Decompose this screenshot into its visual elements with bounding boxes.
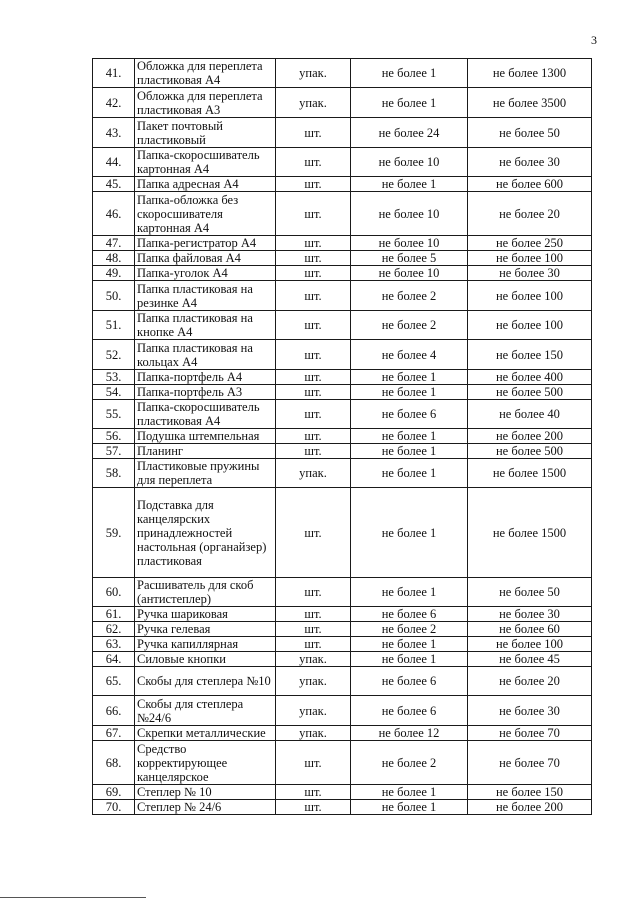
item-unit: шт. bbox=[276, 251, 351, 266]
item-name: Папка-обложка без скоросшивателя картонная А4 bbox=[135, 192, 276, 236]
item-name: Степлер № 10 bbox=[135, 785, 276, 800]
item-unit: шт. bbox=[276, 311, 351, 340]
item-name: Средство корректирующее канцелярское bbox=[135, 741, 276, 785]
item-price: не более 45 bbox=[468, 652, 592, 667]
row-number: 56. bbox=[93, 429, 135, 444]
item-name: Папка-уголок А4 bbox=[135, 266, 276, 281]
table-row bbox=[93, 459, 592, 488]
row-number: 44. bbox=[93, 148, 135, 177]
item-price: не более 400 bbox=[468, 370, 592, 385]
table-row bbox=[93, 667, 592, 696]
table-row bbox=[93, 251, 592, 266]
row-number: 68. bbox=[93, 741, 135, 785]
item-name: Расшиватель для скоб (антистеплер) bbox=[135, 578, 276, 607]
item-unit: шт. bbox=[276, 385, 351, 400]
item-name: Обложка для переплета пластиковая А4 bbox=[135, 59, 276, 88]
item-price: не более 1500 bbox=[468, 488, 592, 578]
item-name: Папка пластиковая на кольцах А4 bbox=[135, 340, 276, 370]
item-price: не более 30 bbox=[468, 148, 592, 177]
supplies-table bbox=[92, 58, 592, 815]
item-unit: шт. bbox=[276, 444, 351, 459]
item-quantity: не более 1 bbox=[351, 59, 468, 88]
item-quantity: не более 6 bbox=[351, 667, 468, 696]
item-quantity: не более 24 bbox=[351, 118, 468, 148]
row-number: 52. bbox=[93, 340, 135, 370]
item-unit: шт. bbox=[276, 429, 351, 444]
item-unit: упак. bbox=[276, 726, 351, 741]
item-quantity: не более 10 bbox=[351, 266, 468, 281]
table-row bbox=[93, 607, 592, 622]
row-number: 65. bbox=[93, 667, 135, 696]
item-price: не более 150 bbox=[468, 340, 592, 370]
row-number: 59. bbox=[93, 488, 135, 578]
item-price: не более 20 bbox=[468, 667, 592, 696]
item-price: не более 70 bbox=[468, 741, 592, 785]
item-quantity: не более 1 bbox=[351, 88, 468, 118]
item-unit: упак. bbox=[276, 459, 351, 488]
item-name: Папка-скоросшиватель пластиковая А4 bbox=[135, 400, 276, 429]
table-row bbox=[93, 236, 592, 251]
item-unit: шт. bbox=[276, 607, 351, 622]
item-price: не более 40 bbox=[468, 400, 592, 429]
item-quantity: не более 10 bbox=[351, 192, 468, 236]
item-unit: шт. bbox=[276, 236, 351, 251]
item-price: не более 100 bbox=[468, 281, 592, 311]
item-price: не более 500 bbox=[468, 385, 592, 400]
item-name: Скобы для степлера №10 bbox=[135, 667, 276, 696]
item-name: Скобы для степлера №24/6 bbox=[135, 696, 276, 726]
item-quantity: не более 2 bbox=[351, 281, 468, 311]
table-row bbox=[93, 488, 592, 578]
item-quantity: не более 6 bbox=[351, 696, 468, 726]
row-number: 55. bbox=[93, 400, 135, 429]
row-number: 67. bbox=[93, 726, 135, 741]
table-row bbox=[93, 177, 592, 192]
table-row bbox=[93, 148, 592, 177]
item-name: Папка файловая А4 bbox=[135, 251, 276, 266]
item-price: не более 200 bbox=[468, 429, 592, 444]
table-row bbox=[93, 429, 592, 444]
row-number: 49. bbox=[93, 266, 135, 281]
row-number: 50. bbox=[93, 281, 135, 311]
item-unit: упак. bbox=[276, 667, 351, 696]
item-name: Ручка шариковая bbox=[135, 607, 276, 622]
item-name: Папка-скоросшиватель картонная А4 bbox=[135, 148, 276, 177]
item-quantity: не более 1 bbox=[351, 578, 468, 607]
item-unit: упак. bbox=[276, 696, 351, 726]
item-price: не более 100 bbox=[468, 251, 592, 266]
row-number: 60. bbox=[93, 578, 135, 607]
table-row bbox=[93, 726, 592, 741]
item-price: не более 100 bbox=[468, 311, 592, 340]
item-name: Папка адресная А4 bbox=[135, 177, 276, 192]
table-row bbox=[93, 311, 592, 340]
item-unit: упак. bbox=[276, 652, 351, 667]
item-price: не более 600 bbox=[468, 177, 592, 192]
item-unit: шт. bbox=[276, 741, 351, 785]
item-name: Ручка капиллярная bbox=[135, 637, 276, 652]
table-row bbox=[93, 578, 592, 607]
row-number: 61. bbox=[93, 607, 135, 622]
item-name: Папка-портфель А3 bbox=[135, 385, 276, 400]
row-number: 43. bbox=[93, 118, 135, 148]
item-unit: шт. bbox=[276, 622, 351, 637]
table-row bbox=[93, 444, 592, 459]
item-unit: шт. bbox=[276, 340, 351, 370]
item-price: не более 50 bbox=[468, 118, 592, 148]
item-unit: шт. bbox=[276, 118, 351, 148]
row-number: 45. bbox=[93, 177, 135, 192]
row-number: 41. bbox=[93, 59, 135, 88]
item-quantity: не более 1 bbox=[351, 459, 468, 488]
table-row bbox=[93, 266, 592, 281]
table-row bbox=[93, 785, 592, 800]
item-price: не более 30 bbox=[468, 607, 592, 622]
item-price: не более 1500 bbox=[468, 459, 592, 488]
table-row bbox=[93, 741, 592, 785]
row-number: 46. bbox=[93, 192, 135, 236]
item-name: Скрепки металлические bbox=[135, 726, 276, 741]
item-quantity: не более 1 bbox=[351, 444, 468, 459]
item-name: Степлер № 24/6 bbox=[135, 800, 276, 815]
item-quantity: не более 1 bbox=[351, 488, 468, 578]
item-unit: шт. bbox=[276, 266, 351, 281]
row-number: 63. bbox=[93, 637, 135, 652]
item-price: не более 20 bbox=[468, 192, 592, 236]
item-price: не более 70 bbox=[468, 726, 592, 741]
table-row bbox=[93, 59, 592, 88]
table-row bbox=[93, 652, 592, 667]
item-unit: упак. bbox=[276, 59, 351, 88]
item-name: Планинг bbox=[135, 444, 276, 459]
item-price: не более 30 bbox=[468, 696, 592, 726]
item-name: Папка-портфель А4 bbox=[135, 370, 276, 385]
item-unit: шт. bbox=[276, 192, 351, 236]
table-row bbox=[93, 281, 592, 311]
item-price: не более 60 bbox=[468, 622, 592, 637]
item-name: Подушка штемпельная bbox=[135, 429, 276, 444]
item-quantity: не более 1 bbox=[351, 652, 468, 667]
row-number: 48. bbox=[93, 251, 135, 266]
row-number: 64. bbox=[93, 652, 135, 667]
item-unit: шт. bbox=[276, 400, 351, 429]
table-row bbox=[93, 88, 592, 118]
row-number: 51. bbox=[93, 311, 135, 340]
item-quantity: не более 10 bbox=[351, 236, 468, 251]
table-row bbox=[93, 192, 592, 236]
table-row bbox=[93, 622, 592, 637]
item-price: не более 500 bbox=[468, 444, 592, 459]
table-row bbox=[93, 118, 592, 148]
item-quantity: не более 4 bbox=[351, 340, 468, 370]
footnote-divider bbox=[0, 897, 146, 898]
item-unit: шт. bbox=[276, 785, 351, 800]
item-quantity: не более 2 bbox=[351, 622, 468, 637]
item-price: не более 1300 bbox=[468, 59, 592, 88]
item-unit: шт. bbox=[276, 148, 351, 177]
item-quantity: не более 12 bbox=[351, 726, 468, 741]
table-row bbox=[93, 696, 592, 726]
item-unit: шт. bbox=[276, 177, 351, 192]
table-body bbox=[93, 59, 592, 815]
item-name: Пластиковые пружины для переплета bbox=[135, 459, 276, 488]
table-row bbox=[93, 340, 592, 370]
row-number: 58. bbox=[93, 459, 135, 488]
item-quantity: не более 1 bbox=[351, 370, 468, 385]
item-name: Ручка гелевая bbox=[135, 622, 276, 637]
table-row bbox=[93, 385, 592, 400]
item-quantity: не более 10 bbox=[351, 148, 468, 177]
row-number: 66. bbox=[93, 696, 135, 726]
item-price: не более 250 bbox=[468, 236, 592, 251]
item-quantity: не более 1 bbox=[351, 785, 468, 800]
item-quantity: не более 1 bbox=[351, 385, 468, 400]
item-unit: шт. bbox=[276, 370, 351, 385]
item-name: Силовые кнопки bbox=[135, 652, 276, 667]
row-number: 42. bbox=[93, 88, 135, 118]
item-price: не более 30 bbox=[468, 266, 592, 281]
item-quantity: не более 1 bbox=[351, 177, 468, 192]
item-unit: шт. bbox=[276, 578, 351, 607]
item-quantity: не более 2 bbox=[351, 311, 468, 340]
item-unit: шт. bbox=[276, 637, 351, 652]
table-row bbox=[93, 800, 592, 815]
row-number: 54. bbox=[93, 385, 135, 400]
page-number: 3 bbox=[591, 33, 597, 47]
item-quantity: не более 1 bbox=[351, 637, 468, 652]
item-price: не более 3500 bbox=[468, 88, 592, 118]
row-number: 62. bbox=[93, 622, 135, 637]
item-name: Папка пластиковая на резинке А4 bbox=[135, 281, 276, 311]
row-number: 47. bbox=[93, 236, 135, 251]
item-name: Папка пластиковая на кнопке А4 bbox=[135, 311, 276, 340]
item-quantity: не более 1 bbox=[351, 800, 468, 815]
item-quantity: не более 5 bbox=[351, 251, 468, 266]
item-unit: упак. bbox=[276, 88, 351, 118]
table-row bbox=[93, 400, 592, 429]
item-price: не более 150 bbox=[468, 785, 592, 800]
item-unit: шт. bbox=[276, 800, 351, 815]
item-quantity: не более 1 bbox=[351, 429, 468, 444]
item-price: не более 200 bbox=[468, 800, 592, 815]
item-quantity: не более 6 bbox=[351, 400, 468, 429]
table-row bbox=[93, 370, 592, 385]
item-price: не более 50 bbox=[468, 578, 592, 607]
item-name: Обложка для переплета пластиковая А3 bbox=[135, 88, 276, 118]
table-row bbox=[93, 637, 592, 652]
item-price: не более 100 bbox=[468, 637, 592, 652]
row-number: 69. bbox=[93, 785, 135, 800]
item-name: Подставка для канцелярских принадлежностей настольная (органайзер) пластиковая bbox=[135, 488, 276, 578]
item-name: Пакет почтовый пластиковый bbox=[135, 118, 276, 148]
row-number: 57. bbox=[93, 444, 135, 459]
item-name: Папка-регистратор А4 bbox=[135, 236, 276, 251]
item-quantity: не более 6 bbox=[351, 607, 468, 622]
row-number: 53. bbox=[93, 370, 135, 385]
item-unit: шт. bbox=[276, 488, 351, 578]
item-unit: шт. bbox=[276, 281, 351, 311]
item-quantity: не более 2 bbox=[351, 741, 468, 785]
row-number: 70. bbox=[93, 800, 135, 815]
